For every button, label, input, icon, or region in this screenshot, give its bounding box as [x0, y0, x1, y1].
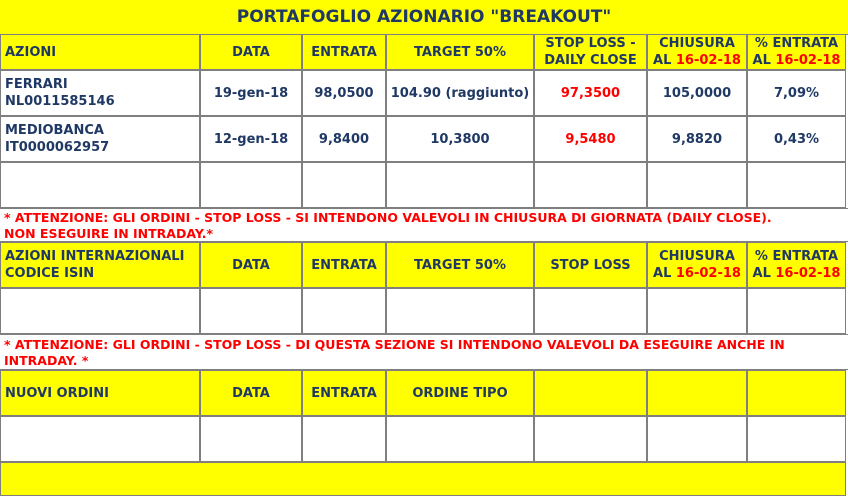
- cell-pct-value: 0,43%: [773, 131, 820, 147]
- header-entrata-pct-line2: [753, 265, 841, 282]
- empty-cell[interactable]: [647, 416, 747, 462]
- header-empty[interactable]: [534, 370, 647, 416]
- empty-cell[interactable]: [0, 288, 200, 334]
- header-nuovi-ordini[interactable]: [0, 370, 200, 416]
- cell-target[interactable]: [386, 70, 534, 116]
- cell-stop-loss-value: 9,5480: [565, 131, 616, 147]
- header-stop-loss-label: STOP LOSS: [550, 257, 631, 273]
- cell-entrata-value: 9,8400: [318, 131, 370, 147]
- header-data-label: DATA: [232, 257, 270, 273]
- header-chiusura[interactable]: [647, 242, 747, 288]
- cell-data[interactable]: [200, 70, 302, 116]
- header-entrata[interactable]: [302, 370, 386, 416]
- cell-chiusura[interactable]: [647, 70, 747, 116]
- cell-stop-loss[interactable]: [534, 70, 647, 116]
- notice-section1: [0, 208, 848, 242]
- header-azioni-label: AZIONI: [5, 44, 57, 60]
- footer-band: [0, 462, 846, 496]
- header-chiusura-prefix: AL: [653, 53, 676, 68]
- header-entrata-label: ENTRATA: [311, 385, 377, 401]
- page-title: PORTAFOGLIO AZIONARIO "BREAKOUT": [236, 7, 612, 27]
- empty-cell[interactable]: [200, 288, 302, 334]
- header-stop-loss[interactable]: [534, 242, 647, 288]
- empty-cell[interactable]: [747, 162, 846, 208]
- header-empty[interactable]: [647, 370, 747, 416]
- stock-name: FERRARI: [5, 77, 68, 92]
- cell-data[interactable]: [200, 116, 302, 162]
- stock-isin: NL0011585146: [5, 94, 115, 109]
- notice-section2-line1: * ATTENZIONE: GLI ORDINI - STOP LOSS - DI QUESTA SEZIONE SI INTENDONO VALEVOLI DA ESEGUIRE ANCHE IN: [4, 337, 785, 352]
- cell-target[interactable]: [386, 116, 534, 162]
- header-target[interactable]: [386, 34, 534, 70]
- header-ordine-tipo-label: ORDINE TIPO: [412, 385, 508, 401]
- header-chiusura-line1: CHIUSURA: [659, 36, 735, 51]
- cell-target-value: 10,3800: [430, 131, 490, 147]
- header-entrata-pct-date: 16-02-18: [775, 266, 841, 281]
- header-target-label: TARGET 50%: [414, 257, 506, 273]
- notice-section1-line2: NON ESEGUIRE IN INTRADAY.*: [4, 226, 214, 241]
- header-chiusura-date: 16-02-18: [675, 53, 741, 68]
- header-chiusura-line2: [653, 265, 741, 282]
- empty-cell[interactable]: [534, 162, 647, 208]
- cell-entrata-value: 98,0500: [314, 85, 374, 101]
- header-entrata-pct-prefix: AL: [752, 53, 776, 68]
- header-entrata-pct-date: 16-02-18: [775, 53, 841, 68]
- empty-cell[interactable]: [747, 288, 846, 334]
- cell-pct[interactable]: [747, 116, 846, 162]
- cell-data-value: 12-gen-18: [213, 131, 289, 147]
- header-empty[interactable]: [747, 370, 846, 416]
- cell-pct-value: 7,09%: [773, 85, 820, 101]
- header-chiusura-line1: CHIUSURA: [659, 249, 735, 264]
- header-entrata-pct-line1: % ENTRATA: [754, 249, 839, 264]
- empty-cell[interactable]: [302, 416, 386, 462]
- empty-cell[interactable]: [0, 416, 200, 462]
- header-entrata-label: ENTRATA: [311, 257, 377, 273]
- empty-cell[interactable]: [0, 162, 200, 208]
- cell-stop-loss-value: 97,3500: [560, 85, 621, 101]
- empty-cell[interactable]: [386, 288, 534, 334]
- empty-cell[interactable]: [647, 288, 747, 334]
- empty-cell[interactable]: [534, 288, 647, 334]
- header-chiusura-line2: [653, 52, 741, 69]
- empty-cell[interactable]: [386, 162, 534, 208]
- notice-section2: [0, 334, 848, 370]
- empty-cell[interactable]: [302, 162, 386, 208]
- header-azioni-internazionali[interactable]: [0, 242, 200, 288]
- header-ordine-tipo[interactable]: [386, 370, 534, 416]
- notice-section2-line2: INTRADAY. *: [4, 353, 89, 368]
- header-chiusura-prefix: AL: [653, 266, 676, 281]
- header-target[interactable]: [386, 242, 534, 288]
- empty-cell[interactable]: [386, 416, 534, 462]
- cell-entrata[interactable]: [302, 116, 386, 162]
- header-entrata-pct-line1: % ENTRATA: [754, 36, 839, 51]
- header-entrata[interactable]: [302, 242, 386, 288]
- cell-chiusura[interactable]: [647, 116, 747, 162]
- empty-cell[interactable]: [302, 288, 386, 334]
- empty-cell[interactable]: [200, 416, 302, 462]
- cell-data-value: 19-gen-18: [213, 85, 289, 101]
- header-chiusura[interactable]: [647, 34, 747, 70]
- header-azioni-internazionali-line2: CODICE ISIN: [5, 266, 95, 281]
- header-stop-loss-line2: DAILY CLOSE: [544, 53, 637, 68]
- header-data[interactable]: [200, 370, 302, 416]
- header-entrata-pct-line2: [753, 52, 841, 69]
- empty-cell[interactable]: [200, 162, 302, 208]
- header-azioni[interactable]: [0, 34, 200, 70]
- empty-cell[interactable]: [747, 416, 846, 462]
- header-azioni-internazionali-line1: AZIONI INTERNAZIONALI: [5, 249, 185, 264]
- header-entrata-pct[interactable]: [747, 242, 846, 288]
- header-nuovi-ordini-label: NUOVI ORDINI: [5, 385, 109, 401]
- title-row: [0, 0, 848, 35]
- header-entrata-pct-prefix: AL: [752, 266, 776, 281]
- header-entrata[interactable]: [302, 34, 386, 70]
- notice-section1-line1: * ATTENZIONE: GLI ORDINI - STOP LOSS - SI INTENDONO VALEVOLI IN CHIUSURA DI GIORNATA (DAILY CLOSE).: [4, 210, 772, 225]
- header-chiusura-date: 16-02-18: [675, 266, 741, 281]
- header-entrata-label: ENTRATA: [311, 44, 377, 60]
- cell-entrata[interactable]: [302, 70, 386, 116]
- cell-azione[interactable]: [0, 70, 200, 116]
- header-target-label: TARGET 50%: [414, 44, 506, 60]
- cell-stop-loss[interactable]: [534, 116, 647, 162]
- empty-cell[interactable]: [534, 416, 647, 462]
- cell-chiusura-value: 105,0000: [662, 85, 732, 101]
- header-data[interactable]: [200, 242, 302, 288]
- header-data-label: DATA: [232, 44, 270, 60]
- cell-chiusura-value: 9,8820: [671, 131, 723, 147]
- header-stop-loss[interactable]: [534, 34, 647, 70]
- stock-name: MEDIOBANCA: [5, 123, 104, 138]
- header-entrata-pct[interactable]: [747, 34, 846, 70]
- stock-isin: IT0000062957: [5, 140, 110, 155]
- cell-target-value: 104.90 (raggiunto): [390, 85, 530, 101]
- header-stop-loss-line1: STOP LOSS -: [545, 36, 636, 51]
- cell-azione[interactable]: [0, 116, 200, 162]
- cell-pct[interactable]: [747, 70, 846, 116]
- header-data[interactable]: [200, 34, 302, 70]
- empty-cell[interactable]: [647, 162, 747, 208]
- header-data-label: DATA: [232, 385, 270, 401]
